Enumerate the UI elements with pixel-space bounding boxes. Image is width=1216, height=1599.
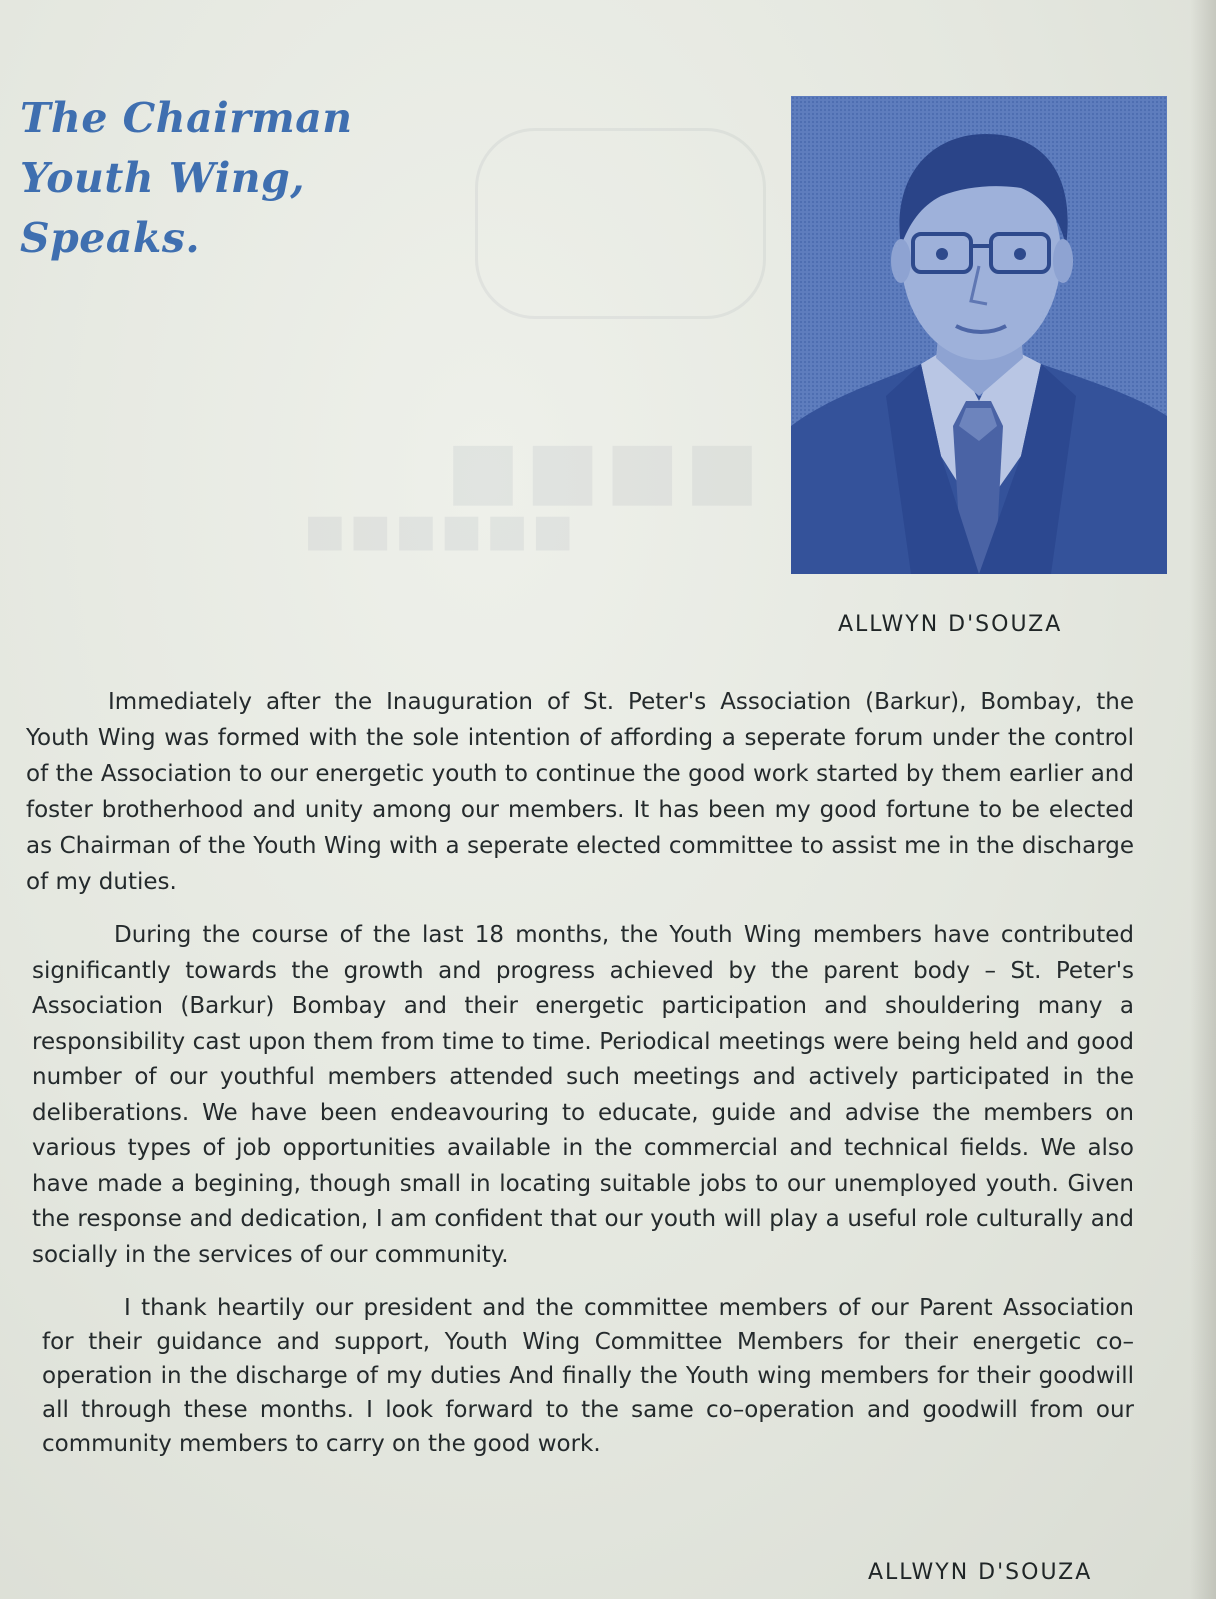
paragraph-2: During the course of the last 18 months, the Youth Wing members have contributed significantly towards the growth and progress achieved by the parent body – St. Peter's Association (Barkur) Bombay and their energetic participation and shouldering many a responsibility cast upon them from time to time. Periodical meetings were being held and good number of our youthful members attended such meetings and actively participated in the deliberations. We have been endeavouring to educate, guide and advise the members on various types of job opportunities available in the commercial and technical fields. We also have made a begining, though small in locating suitable jobs to our unemployed youth. Given the response and dedication, I am confident that our youth will play a useful role culturally and socially in the services of our community. [32, 922, 1134, 1268]
portrait-illustration [791, 96, 1167, 574]
article-heading [20, 88, 420, 268]
photo-caption-name: ALLWYN D'SOUZA [838, 612, 1063, 637]
signature-name: ALLWYN D'SOUZA [868, 1560, 1093, 1585]
show-through-emblem [475, 128, 766, 319]
article-body [26, 684, 1134, 1479]
heading-line-1: The Chairman [20, 94, 353, 142]
page-edge-shadow [1190, 0, 1216, 1599]
paragraph-1: Immediately after the Inauguration of St. Peter's Association (Barkur), Bombay, the Youth Wing was formed with the sole intention of affording a seperate forum under the control of the Association to our energetic youth to continue the good work started by them earlier and foster brotherhood and unity among our members. It has been my good fortune to be elected as Chairman of the Youth Wing with a seperate elected committee to assist me in the discharge of my duties. [26, 689, 1134, 895]
portrait-photo [791, 96, 1167, 574]
heading-line-3: Speaks. [20, 214, 201, 262]
show-through-text-large: ■■■■ [440, 425, 759, 515]
show-through-text-small: ■■■■■■ [300, 505, 574, 556]
paragraph-3: I thank heartily our president and the committee members of our Parent Association for their guidance and support, Youth Wing Committee Members for their energetic co–operation in the discharge of my duties And finally the Youth wing members for their goodwill all through these months. I look forward to the same co–operation and goodwill from our community members to carry on the good work. [42, 1295, 1134, 1457]
heading-line-2: Youth Wing, [20, 154, 306, 202]
